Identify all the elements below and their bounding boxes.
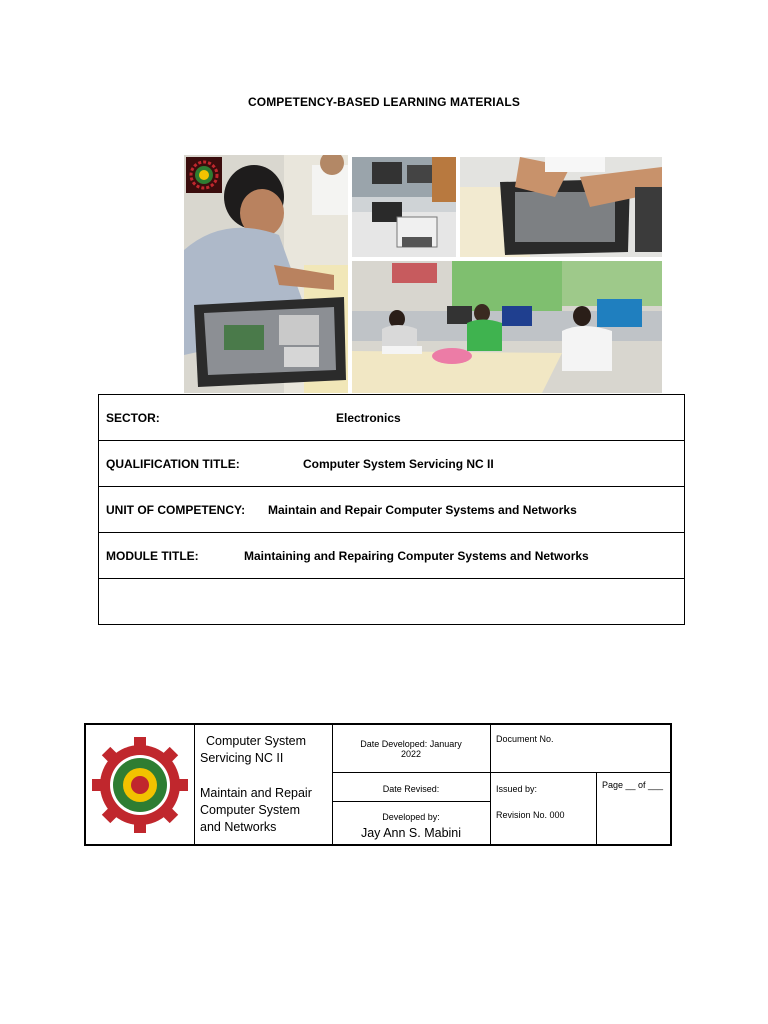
module-row [99, 533, 685, 579]
date-revised: Date Revised: [382, 784, 440, 794]
unit-label: UNIT OF COMPETENCY: [106, 503, 246, 517]
gear-emblem-icon [92, 731, 188, 839]
computer-lab-desk-photo [352, 157, 456, 257]
module-value: Maintaining and Repairing Computer Systems and Networks [244, 549, 589, 563]
hands-in-pc-case-photo [460, 157, 662, 257]
module-info-table [98, 394, 685, 625]
school-logo [92, 731, 188, 839]
issued-by: Issued by: [496, 784, 538, 794]
student-repairing-pc-photo [184, 155, 348, 393]
qualification-label: QUALIFICATION TITLE: [106, 457, 240, 471]
sector-value: Electronics [336, 411, 401, 425]
empty-row [99, 579, 685, 625]
document-title: COMPETENCY-BASED LEARNING MATERIALS [248, 95, 520, 109]
developed-by-label: Developed by: [382, 812, 440, 822]
document-number: Document No. [496, 734, 554, 744]
classroom-computers-photo [352, 261, 662, 393]
photo-collage [184, 155, 662, 393]
school-emblem-icon [186, 157, 222, 193]
unit-value: Maintain and Repair Computer Systems and Networks [268, 503, 577, 517]
footer-module: Maintain and Repair Computer System and Networks [200, 786, 312, 834]
revision-number: Revision No. 000 [496, 810, 565, 820]
sector-row [99, 395, 685, 441]
document-footer-table [84, 723, 672, 846]
unit-row [99, 487, 685, 533]
sector-label: SECTOR: [106, 411, 160, 425]
date-developed: Date Developed: January 2022 [360, 739, 462, 759]
qualification-value: Computer System Servicing NC II [303, 457, 494, 471]
developer-name: Jay Ann S. Mabini [360, 826, 462, 840]
footer-qualification: Computer System Servicing NC II [200, 734, 307, 765]
page-number: Page __ of ___ [602, 780, 664, 790]
module-label: MODULE TITLE: [106, 549, 199, 563]
qualification-row [99, 441, 685, 487]
